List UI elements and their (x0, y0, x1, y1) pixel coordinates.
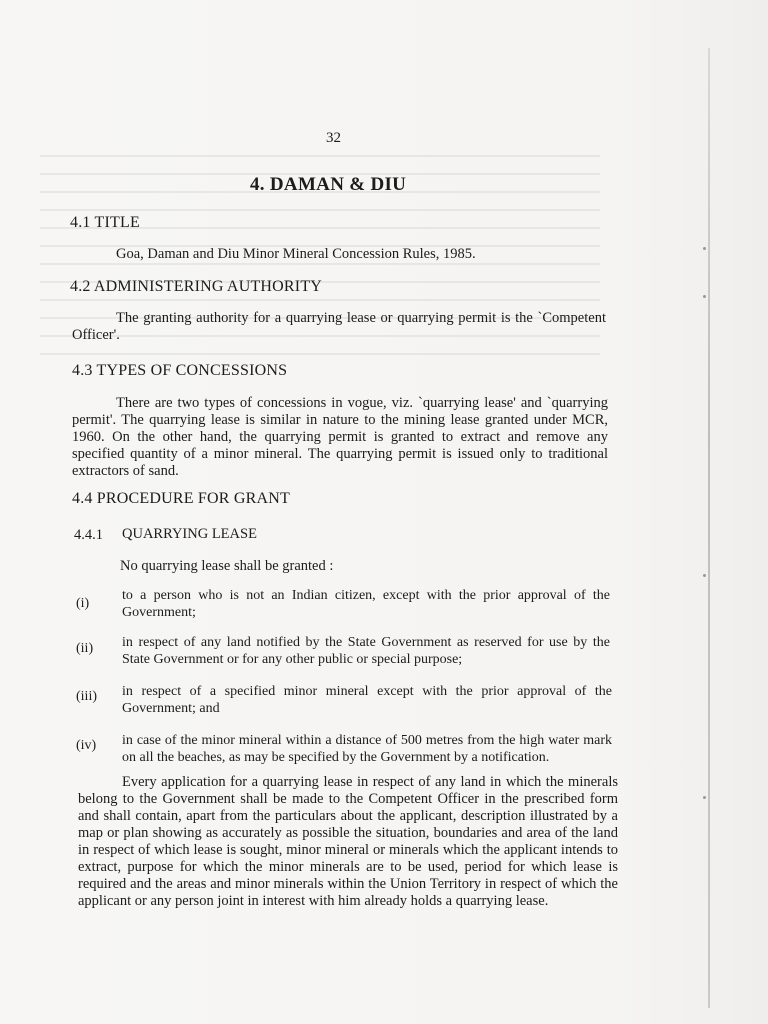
chapter-title: 4. DAMAN & DIU (250, 174, 407, 195)
list-item-number: (ii) (76, 641, 94, 656)
list-item-number: (i) (76, 596, 90, 611)
section-heading-concessions: 4.3 TYPES OF CONCESSIONS (72, 362, 288, 379)
page-edge-line (708, 48, 710, 1008)
page-number: 32 (326, 130, 341, 146)
list-item: in respect of any land notified by the State Government as reserved for use by the State Government or for any other public or special purpose; (122, 635, 610, 667)
list-item: in case of the minor mineral within a distance of 500 metres from the high water mark on all the beaches, as may be specified by the Government by a notification. (122, 733, 612, 765)
section-heading-authority: 4.2 ADMINISTERING AUTHORITY (70, 278, 323, 295)
list-item-number: (iii) (76, 689, 97, 704)
scan-speck (703, 247, 706, 250)
scan-speck (703, 796, 706, 799)
lease-intro: No quarrying lease shall be granted : (120, 558, 334, 574)
section-heading-procedure: 4.4 PROCEDURE FOR GRANT (72, 490, 290, 507)
concessions-text: There are two types of concessions in vogue, viz. `quarrying lease' and `quarrying permit'. The quarrying lease is similar in nature to the mining lease granted under MCR, 1960. On the other hand, the quarrying permit is granted to extract and remove any specified quantity of a minor mineral. The quarrying permit is issued only to traditional extractors of sand. (72, 395, 608, 479)
scan-speck (703, 574, 706, 577)
scan-speck (703, 295, 706, 298)
application-paragraph: Every application for a quarrying lease in respect of any land in which the minerals belong to the Government shall be made to the Competent Officer in the prescribed form and shall contain, apart from the particulars about the applicant, description illustrated by a map or plan showing as accurately as possible the situation, boundaries and area of the land in respect of which lease is sought, minor mineral or minerals which the applicant intends to extract, purpose for which the minor minerals are to be used, period for which lease is required and the areas and minor minerals within the Union Territory in respect of which the applicant or any person joint in interest with him already holds a quarrying lease. (78, 774, 618, 909)
section-heading-title: 4.1 TITLE (70, 214, 140, 231)
title-text: Goa, Daman and Diu Minor Mineral Concession Rules, 1985. (116, 246, 476, 262)
list-item: to a person who is not an Indian citizen, except with the prior approval of the Government; (122, 588, 610, 620)
subsection-number: 4.4.1 (74, 527, 103, 543)
subsection-heading: QUARRYING LEASE (122, 526, 257, 542)
list-item-number: (iv) (76, 738, 97, 753)
authority-text: The granting authority for a quarrying lease or quarrying permit is the `Competent Officer'. (72, 310, 606, 343)
list-item: in respect of a specified minor mineral except with the prior approval of the Government; and (122, 684, 612, 716)
